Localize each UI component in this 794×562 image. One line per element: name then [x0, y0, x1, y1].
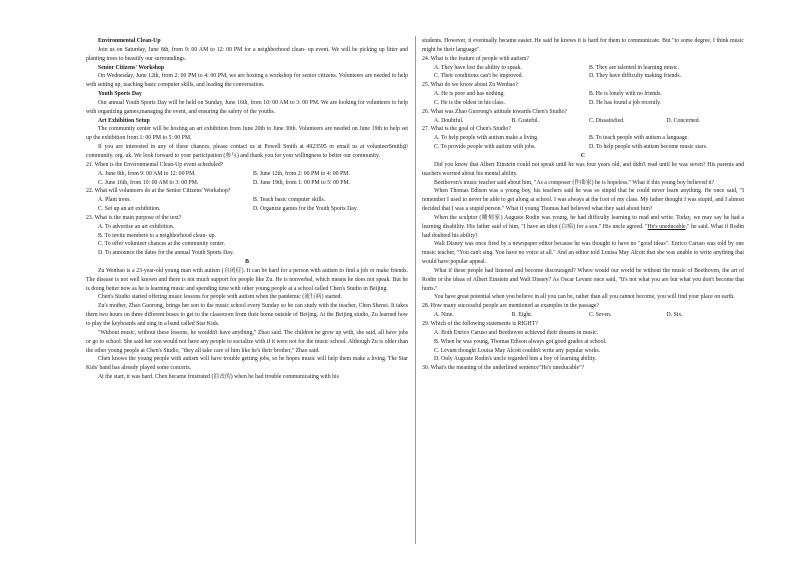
option-b: B. June 12th, from 2: 00 PM to 4: 00 PM. [253, 170, 350, 177]
option-b: B. Eight. [511, 312, 533, 319]
option-c: C. Dissatisfied. [589, 117, 625, 124]
option-b: B. To teach people with autism a language. [589, 135, 689, 142]
question-27: 27. What is the goal of Chen's Studio? [422, 126, 511, 133]
option-d: D. To help people with autism become music stars. [589, 144, 708, 151]
question-26: 26. What was Zhao Guorong's attitude towards Chen's Studio? [422, 108, 568, 115]
column-divider [415, 36, 416, 544]
passage-c-paragraph: When Thomas Edison was a young boy, his teachers said he was so stupid that he could never learn anything. He once said, "I remember I used to never be able to get along at school. I was always at the foot of my class. My father thought I was stupid, and I almost decided that I was a stupid person." What if young Thomas had believed what they said about him? [422, 188, 744, 213]
passage-c-paragraph: You have great potential when you believe in all you can be, rather than all you cannot become, you will find your place on earth. [434, 294, 735, 301]
passage-b-paragraph: "Without music, without these lessons, he wouldn't have anything," Zhao said. The children he grew up with, she said, all have jobs or go to school. She said her son would not have any people to socialize with if it were not for the music school. Although Zu is older than the other young people at Chen's Studio, "they all take care of him like he's their brother," Zhao said. [86, 329, 408, 354]
question-29: 29. Which of the following statements is RIGHT? [422, 321, 538, 327]
notice-paragraph: On Wednesday, June 12th, from 2: 00 PM to 4: 00 PM, we are hosting a workshop for senior citizens. Volunteers are needed to help with setting up, teaching basic computer skills, and leading the conversation. [86, 73, 408, 89]
section-c-label: C [580, 152, 586, 159]
option-a: A. Doubtful. [434, 117, 464, 124]
question-26-options [422, 117, 744, 126]
question-29-options [422, 329, 744, 338]
notice-heading-cleanup: Environmental Clean-Up [98, 38, 161, 44]
question-25-options [422, 90, 744, 99]
option-b: B. Grateful. [511, 117, 540, 124]
notice-paragraph: The community center will be hosting an art exhibition from June 20th to June 30th. Volunteers are needed on June 19th to help set up the exhibition from 1: 00 PM to 5: 00 PM. [86, 126, 408, 142]
passage-c-paragraph: Beethoven's music teacher said about him, "As a composer (作曲家) he is hopeless." What if this young boy believed it? [434, 179, 715, 186]
option-c: C. Levant thought Louisa May Alcott couldn't write any popular works. [434, 347, 601, 354]
option-d: D. They have difficulty making friends. [589, 73, 682, 80]
option-d: D. June 19th, from 1: 00 PM to 5: 00 PM. [253, 179, 351, 186]
question-25-options [422, 99, 744, 108]
passage-b-paragraph: At the start, it was hard. Chen became frustrated (沮丧的) when he had trouble communicating with his [98, 374, 339, 381]
question-24-options [422, 64, 744, 73]
question-28: 28. How many successful people are mentioned as examples in the passage? [422, 303, 600, 310]
option-c: C. He is the oldest in his class. [434, 99, 506, 106]
passage-b-paragraph: Zu Wenbao is a 23-year-old young man with autism (自闭症). It can be hard for a person with autism to find a job or make friends. The disease is not well known and there is not much support for people like Zu. He is nonverbal, which means he does not speak. But he is doing better now as he is learning music and spending time with other young people at a school called Chen's Studio in Beijing. [86, 267, 408, 292]
option-b: B. Teach basic computer skills. [253, 197, 326, 204]
question-27-options [422, 143, 744, 152]
option-b: B. He is lonely with no friends. [589, 91, 662, 98]
passage-c-paragraph: What if these people had listened and become discouraged? Where would our world be without the music of Beethoven, the art of Rodin or the ideas of Albert Einstein and Walt Disney? As Oscar Levant once said, "It's not what you are but what you don't become that hurts." [422, 267, 744, 292]
section-b-label: B [245, 259, 249, 266]
question-22: 22. What will volunteers do at the Senior Citizens' Workshop? [86, 188, 231, 195]
notice-heading-art: Art Exhibition Setup [98, 117, 150, 124]
passage-b-paragraph: Zu's mother, Zhao Guorong, brings her son to the music school every Sunday so he can study with the teacher, Chen Shensi. It takes them two hours on three different buses to get to the classroom from their home outside of Beijing. At the Beijing studio, Zu learned how to play the keyboards and sing in a band called Star Kids. [86, 303, 408, 327]
option-d: D. Organize games for the Youth Sports Day. [253, 206, 358, 213]
question-23-options [86, 249, 408, 258]
option-a: A. June 8th, from 9: 00 AM to 12: 00 PM. [98, 170, 196, 177]
passage-c-paragraph: Did you know that Albert Einstein could not speak until he was four years old, and didn't read until he was seven? His parents and teachers worried about his mental ability. [422, 161, 744, 177]
passage-c-paragraph: Walt Disney was once fired by a newspaper editor because he was thought to have no "good ideas". Enrico Caruso was told by one music teacher, "You can't sing. You have no voice at all." And an editor told Louisa May Alcott that she was unable to write anything that would have popular appeal. [422, 241, 744, 266]
notice-heading-workshop: Senior Citizens' Workshop [98, 64, 165, 71]
option-c: C. Set up an art exhibition. [98, 206, 161, 213]
option-a: A. To advertise an art exhibition. [98, 223, 175, 230]
option-d: D. Six. [666, 312, 683, 319]
question-25: 25. What do we know about Zu Wenbao? [422, 82, 518, 89]
option-a: A. He is poor and has nothing. [434, 91, 505, 98]
option-c: C. June 16th, from 10: 00 AM to 3: 00 PM. [98, 179, 199, 186]
passage-text: When the sculptor (雕刻家) Auguste Rodin was young, he had difficulty learning to read and write. Today, we may say he had a learning disability. His father said of him, "I have an idiot (白痴) for a son." His uncle agreed. " [422, 214, 744, 230]
option-d: D. Concerned. [666, 117, 701, 124]
option-a: A. Nine. [434, 312, 454, 319]
underlined-sentence: He's uneducable [647, 223, 686, 230]
question-24: 24. What is the feature of people with autism? [422, 55, 529, 62]
option-c: C. Seven. [589, 312, 612, 319]
notice-heading-sports: Youth Sports Day [98, 91, 142, 98]
question-23: 23. What is the main purpose of the text? [86, 214, 182, 221]
passage-b-paragraph: students. However, it eventually became easier. He said he knows it is hard for them to communicate. But "to some degree, I think music might be their language". [422, 38, 744, 53]
question-23-options [86, 223, 408, 232]
passage-text: ," he said. What if Rodin had doubted his ability? [422, 223, 744, 239]
passage-c-paragraph [422, 214, 744, 241]
option-d: D. Only Auguste Rodin's uncle regarded him a boy of learning ability. [434, 356, 597, 363]
left-column [86, 37, 408, 556]
question-21-options [86, 170, 408, 179]
option-c: C. To provide people with autism with jobs. [434, 144, 536, 151]
question-23-options [86, 240, 408, 249]
option-a: A. Plant trees. [98, 197, 131, 204]
option-b: B. They are talented in learning music. [589, 64, 680, 71]
option-b: B. To invite members to a neighborhood clean- up. [98, 232, 216, 239]
question-22-options [86, 205, 408, 214]
passage-b-paragraph: Chen knows the young people with autism will have trouble getting jobs, so he hopes music will help them make a living. The Star Kids' band has already played some concerts. [86, 356, 408, 372]
option-d: D. To announce the dates for the annual Youth Sports Day. [98, 250, 234, 257]
passage-b-paragraph: Chen's Studio started offering music lessons for people with autism when the pandemic (流行病) started. [98, 294, 342, 301]
option-d: D. He has found a job recently. [589, 99, 662, 106]
question-28-options [422, 311, 744, 320]
option-c: C. Their conditions can't be improved. [434, 73, 523, 80]
option-b: B. When he was young, Thomas Edison always got good grades at school. [434, 338, 607, 345]
question-30: 30. What's the meaning of the underlined sentence"He's uneducable"? [422, 365, 585, 372]
question-27-options [422, 134, 744, 143]
question-21-options [86, 179, 408, 188]
option-a: A. Both Enrico Caruso and Beethoven achieved their dreams in music. [434, 329, 599, 336]
option-c: C. To offer volunteer chances at the community center. [98, 241, 226, 248]
question-29-options [422, 355, 744, 364]
question-29-options [422, 338, 744, 347]
question-21: 21. When is the Environmental Clean-Up event scheduled? [86, 161, 224, 168]
notice-paragraph: If you are interested in any of these chances, please contact us at Powell Smith at 4923595 or email us at volunteerSmith@ community. org. uk. We look forward to your participation (参与) and thank you for your willingness to better our community. [86, 144, 408, 159]
question-23-options [86, 232, 408, 241]
option-a: A. They have lost the ability to speak. [434, 64, 522, 71]
question-24-options [422, 72, 744, 81]
question-29-options [422, 347, 744, 356]
option-a: A. To help people with autism make a living. [434, 135, 539, 142]
question-22-options [86, 196, 408, 205]
right-column [422, 37, 744, 556]
notice-paragraph: Join us on Saturday, June 8th, from 9: 00 AM to 12: 00 PM for a neighborhood clean- up event. We will be picking up litter and planting trees to beautify our surroundings. [86, 46, 408, 62]
notice-paragraph: Our annual Youth Sports Day will be held on Sunday, June 16th, from 10: 00 AM to 3: 00 PM. We are looking for volunteers to help with organizing games,managing the event, and ensuring the safety of the youths. [86, 99, 408, 115]
